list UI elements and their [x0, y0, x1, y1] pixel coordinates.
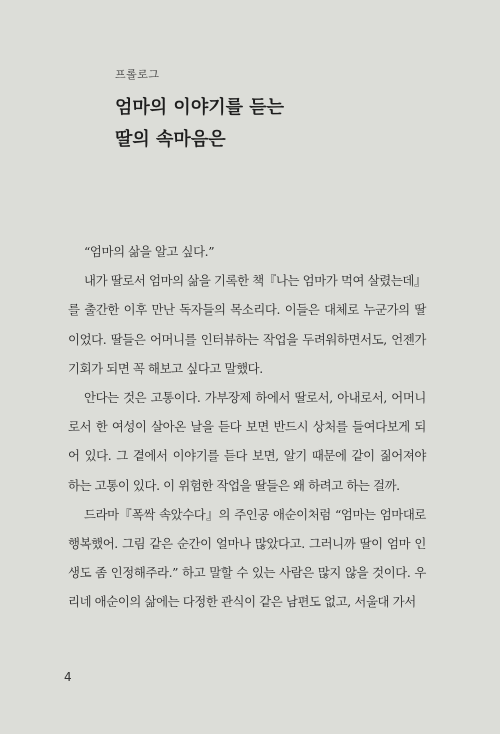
paragraph: 드라마『폭싹 속았수다』의 주인공 애순이처럼 “엄마는 엄마대로 행복했어. 그림 같은 순간이 얼마나 많았다고. 그러니까 딸이 엄마 인생도 좀 인정해주라.” 하고 말할 수 있는 사람은 많지 않을 것이다. 우리네 애순이의 삶에는 다정한 관식이 같은 남편도 없고, 서울대 가서 — [68, 506, 426, 610]
chapter-title-line-2: 딸의 속마음은 — [115, 129, 226, 150]
prologue-label: 프롤로그 — [115, 68, 160, 81]
chapter-title — [115, 92, 284, 156]
paragraph: 내가 딸로서 엄마의 삶을 기록한 책『나는 엄마가 먹여 살렸는데』를 출간한 이후 만난 독자들의 목소리다. 이들은 대체로 누군가의 딸이었다. 딸들은 어머니를 인터뷰하는 작업을 두려워하면서도, 언젠가 기회가 되면 꼭 해보고 싶다고 말했다. — [68, 273, 426, 376]
page-number: 4 — [64, 670, 72, 684]
paragraph: “엄마의 삶을 알고 싶다.” — [84, 244, 215, 259]
chapter-title-line-1: 엄마의 이야기를 듣는 — [115, 97, 285, 118]
paragraph: 안다는 것은 고통이다. 가부장제 하에서 딸로서, 아내로서, 어머니로서 한 여성이 살아온 날을 듣다 보면 반드시 상처를 들여다보게 되어 있다. 그 곁에서 이야기를 듣다 보면, 알기 때문에 같이 짊어져야 하는 고통이 있다. 이 위험한 작업을 딸들은 왜 하려고 하는 걸까. — [68, 390, 426, 493]
body-text — [68, 237, 426, 617]
